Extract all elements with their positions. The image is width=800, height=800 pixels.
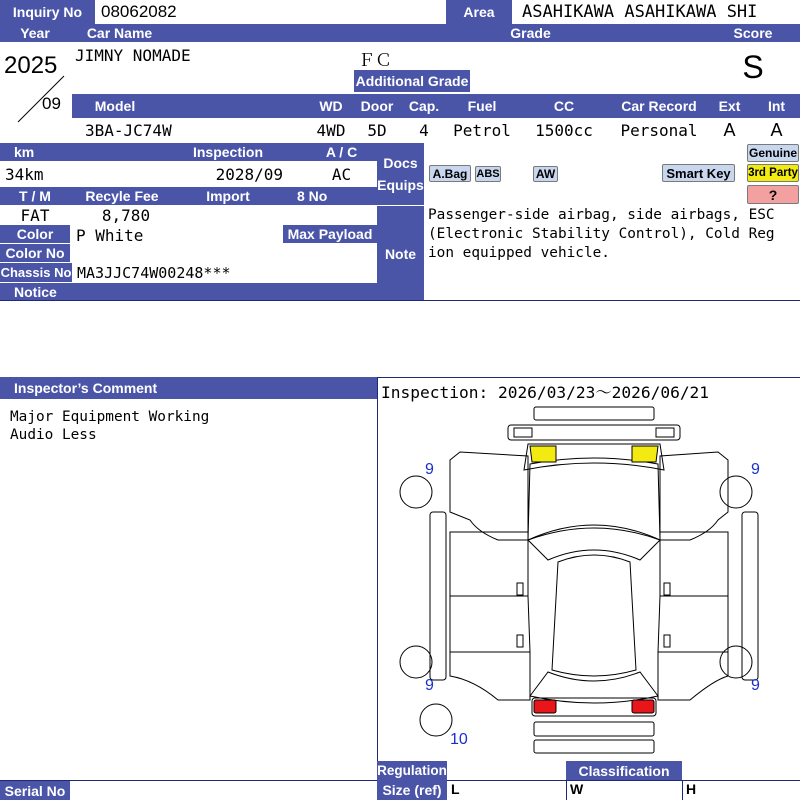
color-label: Color: [0, 225, 70, 243]
abs-badge: ABS: [476, 168, 500, 180]
year-box: [0, 42, 72, 142]
int-value: A: [753, 119, 800, 142]
car-name-label: Car Name: [72, 24, 167, 42]
import-value: [174, 206, 282, 224]
mark-left-front: 9: [425, 461, 434, 478]
inspector-comment-label: Inspector’s Comment: [0, 377, 377, 399]
front-bumper-top: [534, 407, 654, 420]
color-value: P White: [71, 225, 282, 245]
additional-grade-label: Additional Grade: [354, 70, 470, 92]
inspection-value: 2028/09: [191, 162, 305, 186]
front-right-light-mark: [632, 446, 658, 462]
footer-h-divider: [682, 780, 683, 800]
left-front-fender: [450, 452, 528, 540]
car-name-value: JIMNY NOMADE: [75, 46, 191, 65]
rear-panel: [534, 740, 654, 753]
inspection-top-line: [377, 377, 800, 378]
left-front-wheel: [400, 476, 432, 508]
docs-label-line2: Equips: [377, 177, 424, 193]
car-diagram: [378, 400, 800, 760]
inspection-period: Inspection: 2026/03/23～2026/06/21: [381, 383, 710, 402]
ext-label: Ext: [706, 94, 753, 118]
serial-no-label: Serial No: [0, 781, 70, 800]
right-rear-door: [658, 596, 728, 652]
regulation-label: Regulation: [377, 763, 447, 778]
comment-line-2: Audio Less: [10, 427, 97, 443]
mark-left-rear: 9: [425, 677, 434, 694]
max-payload-value: [283, 244, 377, 262]
model-label: [72, 94, 308, 118]
int-label: Int: [753, 94, 800, 118]
comment-line-1: Major Equipment Working: [10, 409, 210, 425]
km-label: km: [0, 143, 190, 161]
rear-bumper-lower: [534, 722, 654, 736]
right-front-handle: [664, 583, 670, 595]
ac-label: A / C: [306, 143, 377, 161]
notice-label: Notice: [0, 283, 377, 301]
mark-spare: 10: [450, 731, 468, 748]
fuel-value: Petrol: [448, 119, 516, 142]
spare-tire: [420, 704, 452, 736]
ac-value: AC: [306, 162, 377, 186]
size-h: H: [686, 781, 697, 797]
right-rear-handle: [664, 635, 670, 647]
door-value: 5D: [354, 119, 400, 142]
size-l: L: [451, 781, 460, 797]
note-text: Passenger-side airbag, side airbags, ESC (Electronic Stability Control), Cold Region equipped vehicle.: [428, 207, 775, 261]
right-rear-quarter: [658, 652, 728, 700]
door-label: Door: [354, 94, 400, 118]
model-label-text: Model: [94, 98, 136, 114]
score-value: S: [742, 48, 764, 85]
cc-value: 1500cc: [517, 119, 611, 142]
mark-right-rear: 9: [751, 677, 760, 694]
grade-value: ＦＣ: [358, 51, 392, 70]
model-value: 3BA-JC74W: [80, 119, 308, 142]
docs-equips-label: [377, 143, 424, 205]
tm-label: T / M: [0, 187, 70, 205]
wd-label: WD: [309, 94, 353, 118]
size-w: W: [570, 781, 584, 797]
grade-label: Grade: [354, 24, 707, 42]
8-no-label: 8 No: [283, 187, 377, 205]
docs-label-line1: Docs: [383, 155, 418, 171]
car-record-label: Car Record: [612, 94, 706, 118]
front-bumper-left-end: [514, 428, 532, 437]
cap-value: 4: [401, 119, 447, 142]
left-sill: [430, 512, 446, 680]
size-ref-label: Size (ref): [377, 780, 447, 800]
cap-label: Cap.: [401, 94, 447, 118]
right-front-wheel: [720, 476, 752, 508]
unknown-badge: ?: [747, 185, 799, 204]
year-value: 2025: [4, 52, 58, 79]
chassis-no-label: Chassis No: [0, 265, 72, 280]
abag-badge: A.Bag: [429, 165, 471, 182]
front-left-light-mark: [530, 446, 556, 462]
cc-label: CC: [517, 94, 611, 118]
chassis-no-value: MA3JJC74W00248***: [72, 263, 377, 282]
month-value: 09: [42, 94, 61, 113]
area-label: Area: [446, 0, 512, 24]
km-value: 34km: [0, 162, 190, 186]
fuel-label: Fuel: [448, 94, 516, 118]
right-front-fender: [660, 452, 728, 540]
left-front-door: [450, 532, 528, 596]
max-payload-label: Max Payload: [283, 225, 377, 243]
recycle-fee-value: 8,780: [71, 206, 181, 224]
score-label: Score: [706, 24, 800, 42]
classification-label: Classification: [566, 761, 682, 780]
ext-value: A: [706, 119, 753, 142]
year-label: Year: [0, 24, 70, 42]
roof: [552, 555, 636, 676]
import-label: Import: [174, 187, 282, 205]
rear-left-light-mark: [534, 700, 556, 713]
smart-key-badge: Smart Key: [662, 164, 735, 182]
third-party-badge: 3rd Party: [747, 164, 799, 182]
rear-right-light-mark: [632, 700, 654, 713]
genuine-badge: Genuine: [748, 146, 797, 160]
tm-value: FAT: [0, 206, 70, 224]
inquiry-value: 08062082: [96, 1, 446, 23]
inquiry-label: Inquiry No: [0, 0, 95, 24]
front-bumper-right-end: [656, 428, 674, 437]
color-no-value: [71, 244, 282, 262]
left-rear-handle: [517, 635, 523, 647]
car-record-value: Personal: [612, 119, 706, 142]
aw-badge: AW: [533, 166, 558, 182]
footer-size-line: [447, 780, 800, 781]
area-value: ASAHIKAWA ASAHIKAWA SHI: [517, 1, 800, 23]
left-rear-quarter: [450, 652, 530, 700]
hood: [528, 458, 660, 540]
front-bumper: [508, 425, 680, 440]
left-rear-wheel: [400, 646, 432, 678]
comment-text: [10, 408, 209, 444]
left-rear-door: [450, 596, 530, 652]
mark-right-front: 9: [751, 461, 760, 478]
inspection-label: Inspection: [192, 144, 263, 160]
8-no-value: [283, 206, 377, 224]
wd-value: 4WD: [309, 119, 353, 142]
left-front-handle: [517, 583, 523, 595]
section-divider: [0, 300, 800, 301]
color-no-label: Color No: [0, 244, 70, 262]
recycle-fee-label: Recyle Fee: [71, 187, 173, 205]
footer-w-divider: [566, 780, 567, 800]
note-label: Note: [377, 206, 424, 301]
right-rear-wheel: [720, 646, 752, 678]
